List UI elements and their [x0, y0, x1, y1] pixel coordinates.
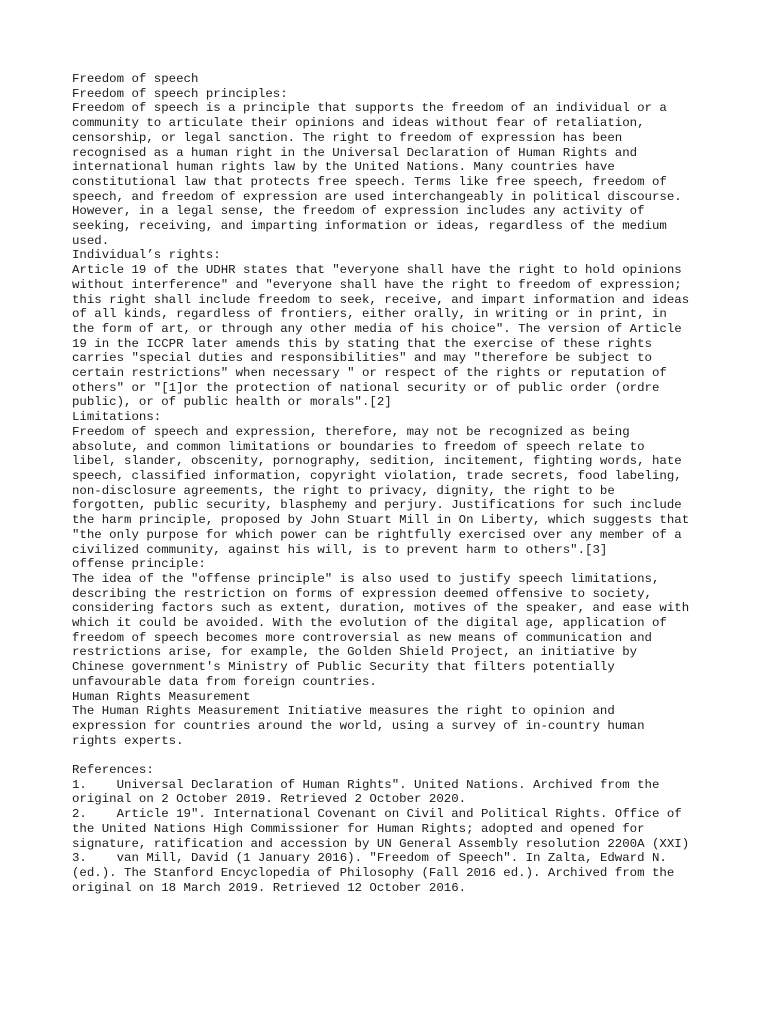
document-title: Freedom of speech — [72, 72, 199, 86]
paragraph-line: non-disclosure agreements, the right to privacy, dignity, the right to be — [72, 483, 615, 498]
reference-number: 3. — [72, 851, 87, 866]
references-heading: References: — [72, 763, 154, 778]
reference-line — [72, 881, 722, 896]
paragraph-line: of all kinds, regardless of frontiers, either orally, in writing or in print, in — [72, 307, 667, 322]
paragraph-line: The Human Rights Measurement Initiative measures the right to opinion and — [72, 704, 615, 719]
paragraph-line: public), or of public health or morals".[2] — [72, 395, 392, 410]
paragraph-line: freedom of speech becomes more controversial as new means of communication and — [72, 630, 652, 645]
reference-line — [72, 778, 722, 793]
reference-text: van Mill, David (1 January 2016). "Freedom of Speech". In Zalta, Edward N. — [116, 851, 667, 866]
reference-text: Universal Declaration of Human Rights". United Nations. Archived from the — [116, 777, 660, 792]
section-heading: Individual’s rights: — [72, 248, 221, 263]
reference-text: (ed.). The Stanford Encyclopedia of Philosophy (Fall 2016 ed.). Archived from the — [72, 865, 675, 880]
paragraph-line: carries "special duties and responsibilities" and may "therefore be subject to — [72, 351, 652, 366]
paragraph-line: used. — [72, 233, 110, 248]
reference-line — [72, 866, 722, 881]
paragraph-line: the harm principle, proposed by John Stuart Mill in On Liberty, which suggests that — [72, 513, 690, 528]
paragraph-line: this right shall include freedom to seek, receive, and impart information and ideas — [72, 292, 690, 307]
paragraph-line: civilized community, against his will, is to prevent harm to others".[3] — [72, 542, 608, 557]
document-page — [72, 72, 722, 895]
reference-indent — [87, 807, 117, 821]
reference-number: 2. — [72, 807, 87, 822]
paragraph-line: describing the restriction on forms of expression deemed offensive to society, — [72, 586, 652, 601]
paragraph-line: certain restrictions" when necessary " or respect of the rights or reputation of — [72, 366, 667, 381]
section-heading: Human Rights Measurement — [72, 689, 251, 704]
paragraph-line: the form of art, or through any other media of his choice". The version of Article — [72, 321, 682, 336]
reference-number: 1. — [72, 777, 87, 792]
paragraph-line: libel, slander, obscenity, pornography, sedition, incitement, fighting words, hate — [72, 454, 682, 469]
reference-indent — [87, 778, 117, 792]
reference-line — [72, 851, 722, 866]
paragraph-line: without interference" and "everyone shall have the right to freedom of expression; — [72, 277, 682, 292]
paragraph-line: others" or "[1]or the protection of national security or of public order (ordre — [72, 380, 660, 395]
reference-text: Article 19". International Covenant on Civil and Political Rights. Office of — [116, 807, 682, 822]
spacer — [72, 748, 722, 763]
paragraph-line: "the only purpose for which power can be rightfully exercised over any member of a — [72, 527, 682, 542]
references-list — [72, 778, 722, 896]
reference-indent — [87, 851, 117, 865]
reference-text: the United Nations High Commissioner for Human Rights; adopted and opened for — [72, 821, 645, 836]
paragraph-line: expression for countries around the world, using a survey of in-country human — [72, 718, 645, 733]
paragraph-line: rights experts. — [72, 733, 184, 748]
paragraph-line: The idea of the "offense principle" is also used to justify speech limitations, — [72, 571, 660, 586]
paragraph-line: considering factors such as extent, duration, motives of the speaker, and ease with — [72, 601, 690, 616]
paragraph-line: Freedom of speech and expression, therefore, may not be recognized as being — [72, 424, 630, 439]
paragraph-line: Chinese government's Ministry of Public Security that filters potentially — [72, 660, 615, 675]
paragraph-line: constitutional law that protects free speech. Terms like free speech, freedom of — [72, 174, 667, 189]
reference-text: original on 2 October 2019. Retrieved 2 October 2020. — [72, 792, 467, 807]
paragraph-line: unfavourable data from foreign countries. — [72, 674, 377, 689]
section-heading: Limitations: — [72, 410, 162, 425]
reference-text: signature, ratification and accession by UN General Assembly resolution 2200A (XXI) — [72, 836, 690, 851]
reference-line — [72, 822, 722, 837]
paragraph-line: recognised as a human right in the Universal Declaration of Human Rights and — [72, 145, 638, 160]
paragraph-line: community to articulate their opinions and ideas without fear of retaliation, — [72, 116, 645, 131]
paragraph-line: 19 in the ICCPR later amends this by stating that the exercise of these rights — [72, 336, 652, 351]
paragraph-line: Freedom of speech is a principle that supports the freedom of an individual or a — [72, 101, 667, 116]
document-body — [72, 87, 722, 749]
section-heading: Freedom of speech principles: — [72, 86, 288, 101]
paragraph-line: absolute, and common limitations or boundaries to freedom of speech relate to — [72, 439, 645, 454]
reference-text: original on 18 March 2019. Retrieved 12 October 2016. — [72, 880, 467, 895]
paragraph-line: censorship, or legal sanction. The right to freedom of expression has been — [72, 130, 623, 145]
paragraph-line: However, in a legal sense, the freedom of expression includes any activity of — [72, 204, 645, 219]
reference-line — [72, 837, 722, 852]
reference-line — [72, 807, 722, 822]
paragraph-line: restrictions arise, for example, the Golden Shield Project, an initiative by — [72, 645, 638, 660]
paragraph-line: speech, and freedom of expression are used interchangeably in political discourse. — [72, 189, 682, 204]
paragraph-line: forgotten, public security, blasphemy and perjury. Justifications for such include — [72, 498, 682, 513]
paragraph-line: seeking, receiving, and imparting information or ideas, regardless of the medium — [72, 219, 667, 234]
paragraph-line: which it could be avoided. With the evolution of the digital age, application of — [72, 616, 667, 631]
paragraph-line: international human rights law by the United Nations. Many countries have — [72, 160, 615, 175]
paragraph-line: speech, classified information, copyright violation, trade secrets, food labeling, — [72, 468, 682, 483]
section-heading: offense principle: — [72, 557, 206, 572]
paragraph-line: Article 19 of the UDHR states that "everyone shall have the right to hold opinions — [72, 263, 682, 278]
reference-line — [72, 792, 722, 807]
